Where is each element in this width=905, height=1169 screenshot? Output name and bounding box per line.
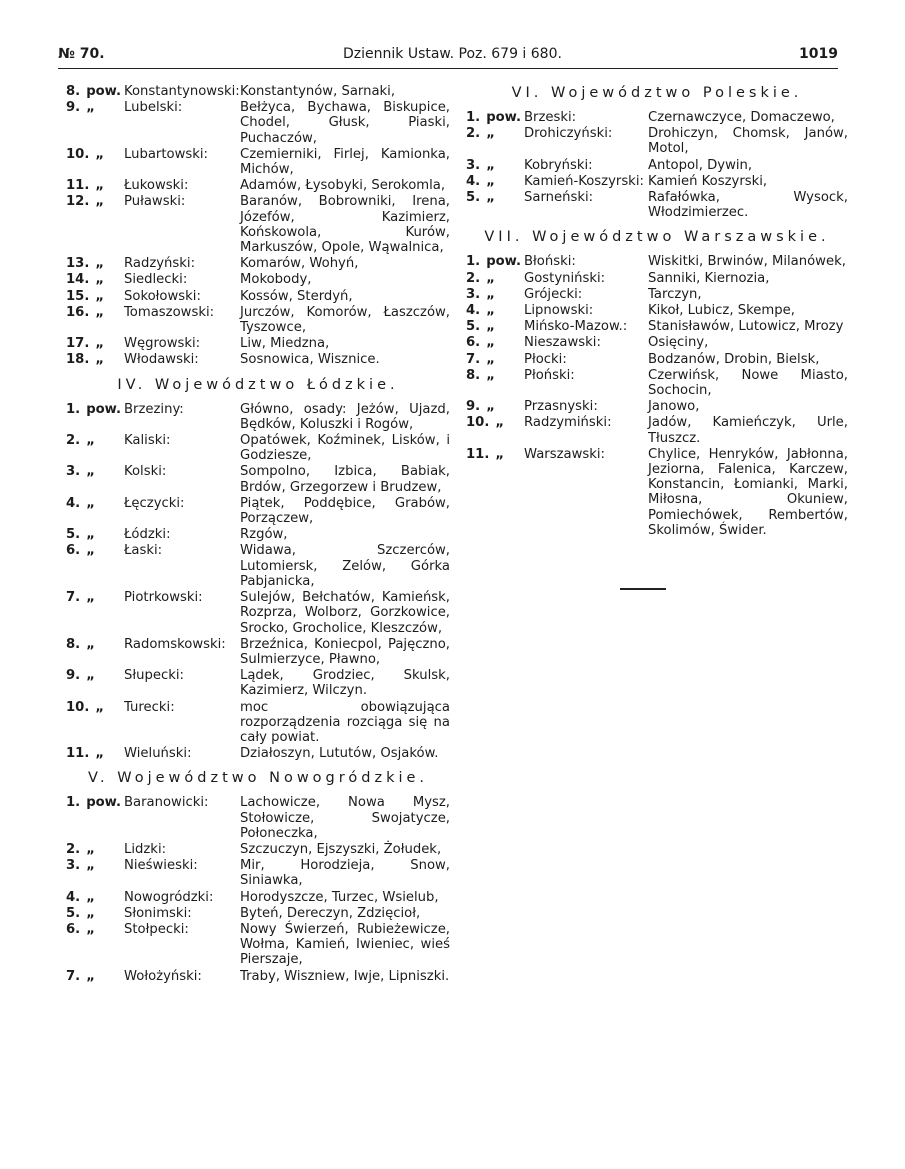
district-entry [66,289,450,304]
district-name: Piotrkowski: [124,590,203,606]
district-places: Rafałówka, Wysock, Włodzimierzec. [648,190,848,221]
entry-prefix: pow. [86,84,122,99]
district-entry [66,795,450,841]
entry-number [466,303,524,318]
entry-prefix: pow. [86,795,122,811]
entry-number [66,272,124,287]
entry-number [466,335,524,350]
district-entry [66,496,450,526]
entry-number [66,402,124,432]
entry-index: 6. [66,921,81,937]
entry-prefix: „ [486,190,495,206]
entry-index: 4. [466,303,481,319]
entry-number [466,319,524,334]
district-entry [66,336,450,351]
district-places: Kossów, Sterdyń, [240,288,353,304]
district-places: Drohiczyn, Chomsk, Janów, Motol, [648,126,848,157]
entry-prefix: „ [95,699,105,715]
district-places: Liw, Miedzna, [240,336,330,352]
entry-index: 13. [66,256,90,272]
entry-index: 10. [66,146,90,162]
district-name: Sokołowski: [124,288,201,304]
district-places: Byteń, Dereczyn, Zdzięcioł, [240,905,421,921]
entry-number [66,746,124,761]
district-places: Osięciny, [648,335,709,351]
entry-index: 2. [466,270,481,286]
entry-index: 1. [466,110,481,125]
district-name: Słonimski: [124,905,192,921]
district-places: Główno, osady: Jeżów, Ujazd, Będków, Koluszki i Rogów, [240,401,450,432]
district-entry [66,637,450,667]
district-name: Włodawski: [124,352,199,368]
entry-prefix: „ [95,146,105,162]
entry-prefix: „ [95,288,105,304]
district-entry [66,906,450,921]
district-entry [66,746,450,761]
district-places: Sosnowica, Wisznice. [240,352,380,368]
entry-number [466,271,524,286]
district-name: Łęczycki: [124,495,185,511]
entry-index: 14. [66,272,90,288]
entry-prefix: „ [86,921,95,937]
district-entry [66,890,450,905]
district-entry [466,368,848,398]
entry-index: 11. [66,178,90,194]
district-name: Płocki: [524,351,567,367]
entry-index: 3. [66,858,81,874]
district-name: Węgrowski: [124,336,201,352]
entry-prefix: „ [86,464,95,480]
district-entry [66,147,450,177]
district-places: Czemierniki, Firlej, Kamionka, Michów, [240,146,450,178]
district-places: Czernawczyce, Domaczewo, [648,110,835,125]
district-places: Brzeźnica, Koniecpol, Pajęczno, Sulmierzyce, Pławno, [240,636,450,667]
entry-prefix: „ [486,351,495,367]
entry-prefix: „ [95,256,105,272]
entry-prefix: „ [95,746,105,762]
page-number: 1019 [799,46,838,62]
entry-prefix: „ [486,303,495,319]
district-name: Tomaszowski: [124,304,215,320]
entry-index: 5. [66,527,81,543]
district-name: Łaski: [124,543,163,559]
district-places: Działoszyn, Lututów, Osjaków. [240,746,439,762]
entry-number [66,178,124,193]
district-name: Nowogródzki: [124,889,214,905]
entry-index: 2. [66,433,81,449]
entry-index: 7. [466,351,481,367]
entry-index: 3. [466,157,481,173]
district-places: Opatówek, Koźminek, Lisków, i Godziesze, [240,433,450,464]
district-name: Łódzki: [124,527,171,543]
district-places: Stanisławów, Lutowicz, Mrozy [648,319,844,335]
district-name: Radzyński: [124,256,196,272]
district-name: Nieszawski: [524,335,601,351]
entry-index: 7. [66,590,81,606]
district-name: Warszawski: [524,446,605,462]
district-name: Mińsko-Mazow.: [524,319,628,335]
district-name: Radomskowski: [124,636,226,652]
entry-prefix: „ [86,889,95,905]
district-name: Łukowski: [124,178,189,194]
district-places: Nowy Świerzeń, Rubieżewicze, Wołma, Kamień, Iwieniec, wieś Pierszaje, [240,921,450,968]
district-places: Komarów, Wohyń, [240,256,359,272]
district-places: Mir, Horodzieja, Snow, Siniawka, [240,858,450,889]
entry-prefix: „ [86,858,95,874]
district-places: Antopol, Dywin, [648,157,753,173]
district-entry [66,700,450,746]
entry-prefix: „ [86,841,95,857]
district-name: Płoński: [524,367,575,383]
entry-number [466,415,524,445]
entry-index: 4. [466,173,481,189]
entry-number [66,464,124,494]
entry-index: 1. [66,795,81,811]
entry-index: 2. [466,126,481,142]
entry-prefix: „ [86,590,95,606]
entry-number [66,352,124,367]
end-rule [620,588,666,590]
district-name: Lubelski: [124,100,183,116]
entry-index: 6. [66,543,81,559]
page-header [58,46,838,66]
district-entry [466,110,848,125]
entry-prefix: „ [86,668,95,684]
district-name: Słupecki: [124,668,184,684]
entry-number [66,637,124,667]
entry-index: 4. [66,495,81,511]
entry-number [466,352,524,367]
entry-index: 9. [466,399,481,415]
district-name: Radzymiński: [524,415,612,431]
district-name: Kolski: [124,464,167,480]
entry-prefix: „ [495,415,505,431]
district-name: Brzeski: [524,110,577,125]
entry-prefix: „ [86,543,95,559]
district-entry [66,352,450,367]
district-name: Wieluński: [124,746,192,762]
entry-index: 4. [66,889,81,905]
entry-number [66,842,124,857]
entry-prefix: „ [95,336,105,352]
district-entry [66,464,450,494]
entry-prefix: pow. [486,110,522,125]
entry-prefix: „ [86,527,95,543]
entry-number [66,289,124,304]
district-places: Sanniki, Kiernozia, [648,270,770,286]
entry-prefix: „ [486,173,495,189]
header-rule [58,68,838,69]
entry-number [66,194,124,255]
district-entry [66,668,450,698]
district-places: Jadów, Kamieńczyk, Urle, Tłuszcz. [648,415,848,446]
district-places: Rzgów, [240,527,288,543]
entry-number [66,590,124,636]
district-entry [466,399,848,414]
district-places: Baranów, Bobrowniki, Irena, Józefów, Kazimierz, Końskowola, Kurów, Markuszów, Opole, Wąwalnica, [240,194,450,256]
entry-number [466,126,524,156]
section-title: VI. Województwo Poleskie. [511,85,803,101]
entry-prefix: „ [486,270,495,286]
entry-index: 8. [66,84,81,99]
district-places: Chylice, Henryków, Jabłonna, Jeziorna, Falenica, Karczew, Konstancin, Łomianki, Marki, Miłosna, Okuniew, Pomiechówek, Rembertów, Skolimów, Świder. [648,446,848,538]
entry-index: 5. [466,190,481,206]
entry-index: 3. [66,464,81,480]
entry-number [466,110,524,125]
district-places: Bełżyca, Bychawa, Biskupice, Chodel, Głusk, Piaski, Puchaczów, [240,100,450,146]
entry-index: 1. [466,254,481,270]
district-entry [66,402,450,432]
entry-index: 11. [466,446,490,462]
entry-number [66,969,124,984]
district-name: Lubartowski: [124,146,208,162]
entry-number [66,147,124,177]
entry-prefix: „ [95,304,105,320]
district-entry [66,969,450,984]
district-entry [466,447,848,538]
entry-number [66,858,124,888]
district-entry [466,319,848,334]
district-places: Piątek, Poddębice, Grabów, Porzączew, [240,495,450,527]
entry-index: 16. [66,304,90,320]
entry-number [66,700,124,746]
district-places: Szczuczyn, Ejszyszki, Żołudek, [240,841,442,857]
entry-prefix: „ [95,272,105,288]
entry-number [66,906,124,921]
entry-number [66,543,124,589]
entry-index: 15. [66,288,90,304]
district-places: Sompolno, Izbica, Babiak, Brdów, Grzegorzew i Brudzew, [240,464,450,495]
left-column [66,84,450,985]
entry-number [66,305,124,335]
entry-prefix: „ [486,126,495,142]
district-entry [66,84,450,99]
entry-number [466,368,524,398]
section-title: IV. Województwo Łódzkie. [117,376,399,393]
entry-number [466,254,524,269]
district-name: Błoński: [524,254,576,270]
entry-prefix: „ [486,367,495,383]
entry-index: 12. [66,194,90,210]
district-places: Kikoł, Lubicz, Skempe, [648,303,795,319]
district-entry [466,126,848,156]
entry-index: 18. [66,352,90,368]
district-entry [466,190,848,220]
district-places: Lachowicze, Nowa Mysz, Stołowicze, Swojatycze, Połoneczka, [240,795,450,841]
entry-prefix: „ [86,636,95,652]
district-places: Sulejów, Bełchatów, Kamieńsk, Rozprza, Wolborz, Gorzkowice, Srocko, Grocholice, Kleszczów, [240,590,450,636]
district-entry [466,352,848,367]
district-name: Grójecki: [524,286,583,302]
entry-number [466,447,524,538]
entry-index: 17. [66,336,90,352]
district-name: Lidzki: [124,841,167,857]
district-name: Lipnowski: [524,303,594,319]
entry-number [66,527,124,542]
district-name: Drohiczyński: [524,126,613,142]
entry-number [466,158,524,173]
district-places: Horodyszcze, Turzec, Wsielub, [240,889,439,905]
district-name: Przasnyski: [524,399,598,415]
district-places: Janowo, [648,399,700,415]
entry-number [466,287,524,302]
entry-prefix: pow. [486,254,522,270]
district-name: Brzeziny: [124,401,184,417]
district-name: Sarneński: [524,190,594,206]
entry-number [66,100,124,146]
entry-index: 5. [66,905,81,921]
district-places: Konstantynów, Sarnaki, [240,84,396,99]
district-entry [66,100,450,146]
district-places: Jurczów, Komorów, Łaszczów, Tyszowce, [240,304,450,336]
district-name: Wołożyński: [124,968,202,984]
entry-number [466,399,524,414]
entry-prefix: pow. [86,401,122,417]
entry-prefix: „ [486,319,495,335]
entry-index: 3. [466,286,481,302]
entry-prefix: „ [95,178,105,194]
district-name: Kamień-Koszyrski: [524,173,644,189]
entry-number [66,922,124,968]
district-name: Baranowicki: [124,795,209,811]
entry-number [66,336,124,351]
entry-prefix: „ [86,495,95,511]
district-places: Traby, Wiszniew, Iwje, Lipniszki. [240,968,450,984]
district-entry [466,174,848,189]
entry-index: 9. [66,668,81,684]
district-entry [466,415,848,445]
entry-index: 8. [466,367,481,383]
district-name: Kobryński: [524,157,593,173]
entry-prefix: „ [86,100,95,116]
district-entry [466,254,848,269]
district-places: Widawa, Szczerców, Lutomiersk, Zelów, Górka Pabjanicka, [240,543,450,589]
entry-number [66,433,124,463]
district-name: Nieświeski: [124,858,198,874]
district-name: Turecki: [124,699,175,715]
district-entry [466,287,848,302]
entry-number [466,174,524,189]
district-name: Stołpecki: [124,921,189,937]
district-entry [66,842,450,857]
district-name: Gostyniński: [524,270,606,286]
district-entry [66,433,450,463]
entry-index: 9. [66,100,81,116]
district-name: Siedlecki: [124,272,188,288]
district-places: Czerwińsk, Nowe Miasto, Sochocin, [648,367,848,399]
district-name: Puławski: [124,194,186,210]
section-title: V. Województwo Nowogródzkie. [87,770,429,787]
district-entry [466,335,848,350]
entry-number [466,190,524,220]
entry-prefix: „ [486,399,495,415]
section-title: VII. Województwo Warszawskie. [484,229,830,246]
entry-index: 8. [66,636,81,652]
entry-index: 7. [66,968,81,984]
district-places: Wiskitki, Brwinów, Milanówek, [648,254,846,270]
entry-index: 10. [466,415,490,431]
district-entry [66,858,450,888]
district-entry [66,305,450,335]
district-places: Adamów, Łysobyki, Serokomla, [240,178,446,194]
district-entry [466,158,848,173]
district-entry [66,256,450,271]
entry-index: 5. [466,319,481,335]
entry-number [66,668,124,698]
entry-number [66,256,124,271]
entry-prefix: „ [86,905,95,921]
district-name: Konstantynowski: [124,84,240,99]
district-entry [66,590,450,636]
entry-index: 10. [66,699,90,715]
district-places: Bodzanów, Drobin, Bielsk, [648,351,820,367]
district-entry [66,178,450,193]
district-entry [66,543,450,589]
district-entry [466,303,848,318]
entry-number [66,496,124,526]
district-places: Mokobody, [240,272,312,288]
district-places: Tarczyn, [648,286,702,302]
district-entry [66,272,450,287]
district-places: Kamień Koszyrski, [648,173,768,189]
entry-prefix: „ [495,446,505,462]
district-places: moc obowiązująca rozporządzenia rozciąga się na cały powiat. [240,699,450,745]
right-column [466,84,848,539]
entry-number [66,890,124,905]
entry-prefix: „ [486,335,495,351]
district-entry [66,922,450,968]
entry-prefix: „ [486,286,495,302]
entry-prefix: „ [95,194,105,210]
district-entry [66,527,450,542]
district-name: Kaliski: [124,433,171,449]
entry-prefix: „ [95,352,105,368]
district-entry [66,194,450,255]
entry-prefix: „ [86,968,95,984]
entry-prefix: „ [486,157,495,173]
journal-title: Dziennik Ustaw. Poz. 679 i 680. [343,46,562,62]
entry-index: 1. [66,401,81,417]
entry-number [66,795,124,841]
entry-index: 6. [466,335,481,351]
district-places: Lądek, Grodziec, Skulsk, Kazimierz, Wilczyn. [240,668,450,699]
entry-index: 2. [66,841,81,857]
entry-index: 11. [66,746,90,762]
issue-number: № 70. [58,46,105,62]
entry-number [66,84,124,99]
district-entry [466,271,848,286]
entry-prefix: „ [86,433,95,449]
